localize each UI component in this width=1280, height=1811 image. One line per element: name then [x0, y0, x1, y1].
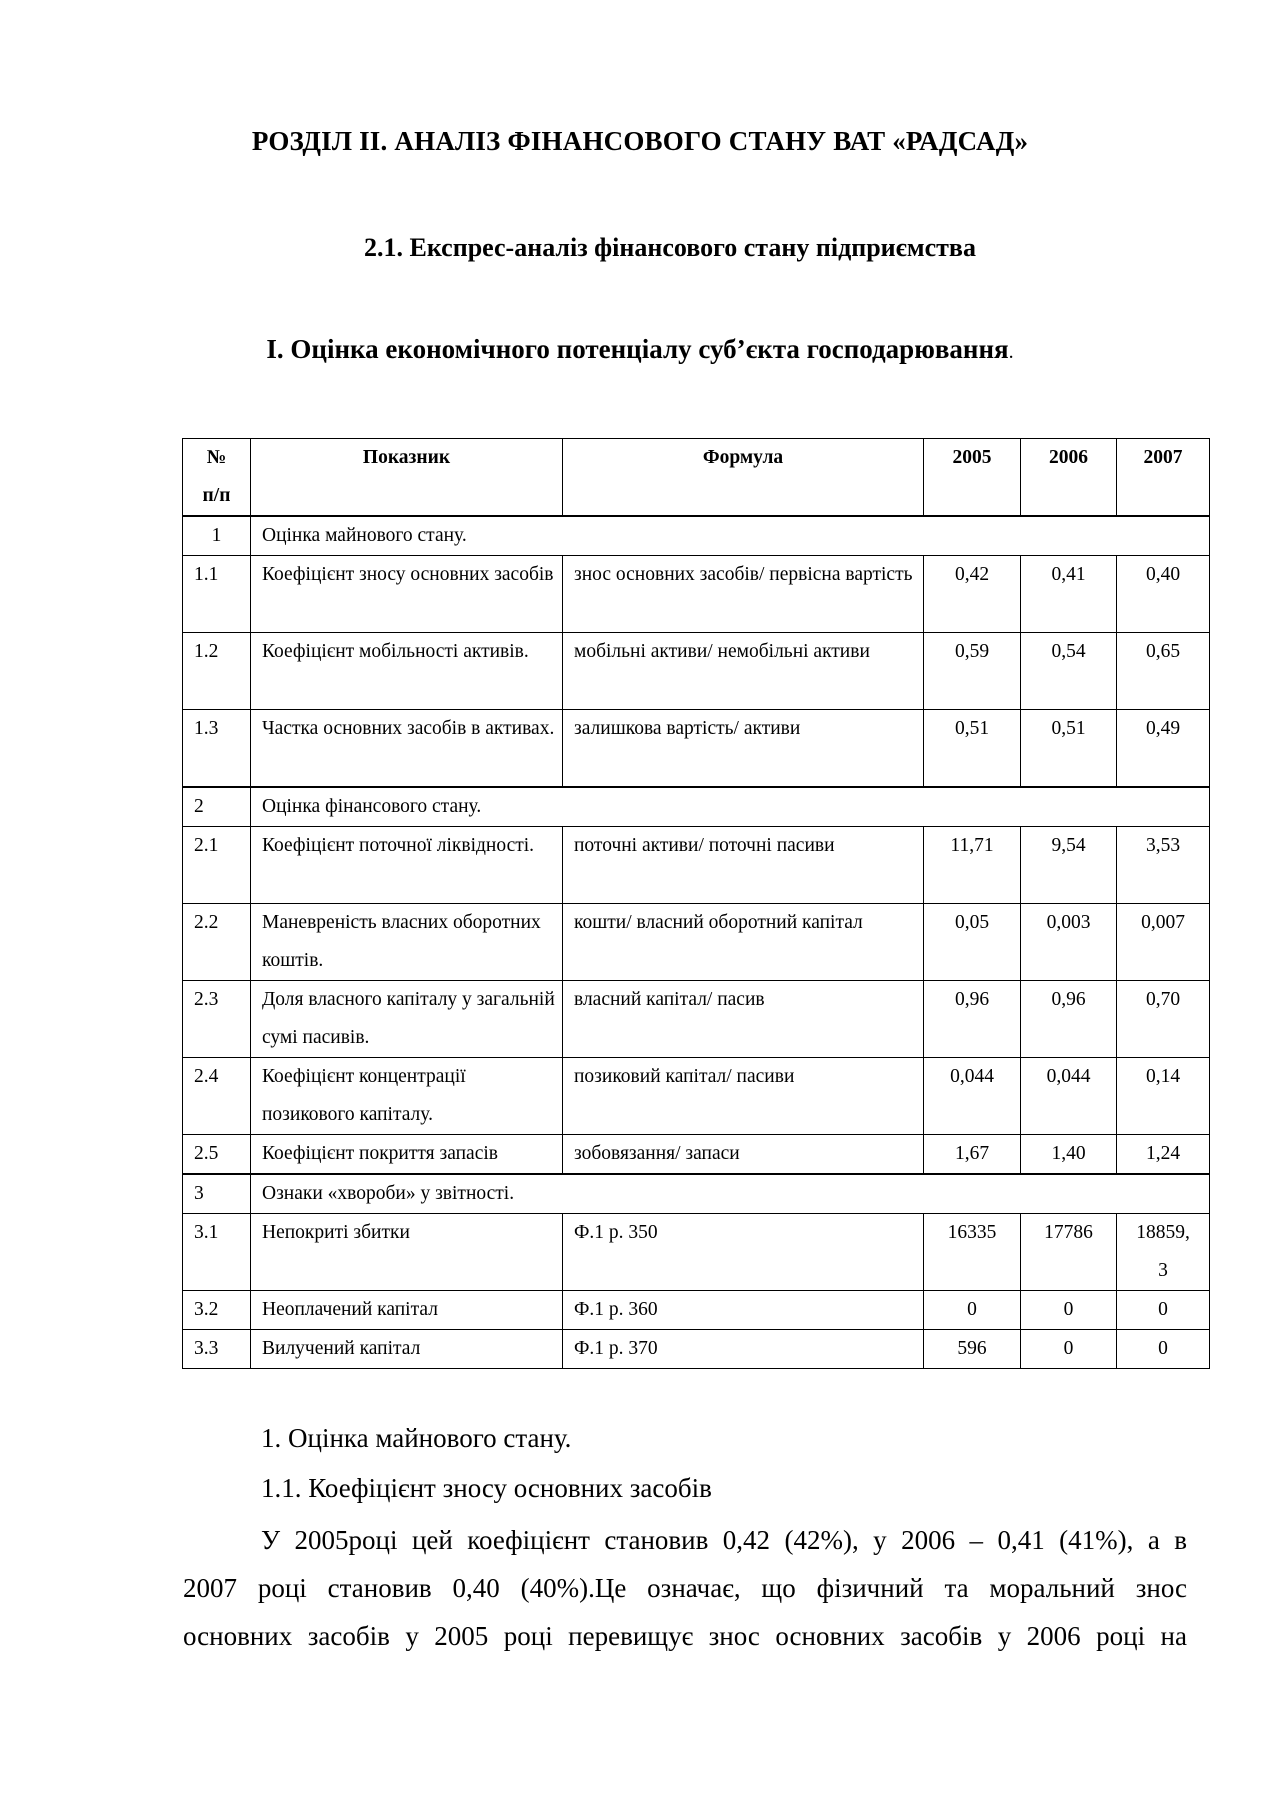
value-2007: 0,65	[1117, 633, 1210, 710]
value-2006: 0,96	[1021, 981, 1117, 1058]
indicator-cell: Маневреність власних оборотних коштів.	[251, 904, 563, 981]
row-number: 2.4	[183, 1058, 251, 1135]
indicator-cell: Коефіцієнт поточної ліквідності.	[251, 827, 563, 904]
table-row	[183, 633, 1210, 710]
formula-cell: знос основних засобів/ первісна вартість	[563, 556, 924, 633]
table-section-row	[183, 787, 1210, 827]
value-2005: 11,71	[924, 827, 1021, 904]
table-row	[183, 1135, 1210, 1175]
part-heading-period: .	[1008, 341, 1014, 363]
indicator-cell: Коефіцієнт зносу основних засобів	[251, 556, 563, 633]
value-2007: 0,70	[1117, 981, 1210, 1058]
section-title: Оцінка майнового стану.	[251, 516, 1210, 556]
value-2006: 9,54	[1021, 827, 1117, 904]
paragraph-line: основних засобів у 2005 році перевищує знос основних засобів у 2006 році на	[183, 1621, 1187, 1651]
part-heading-text: І. Оцінка економічного потенціалу суб’єкта господарювання	[266, 334, 1009, 364]
paragraph-property-assessment: 1. Оцінка майнового стану.	[261, 1423, 572, 1453]
header-2006: 2006	[1021, 439, 1117, 517]
indicator-cell: Непокриті збитки	[251, 1214, 563, 1291]
value-2006: 0,54	[1021, 633, 1117, 710]
row-number: 1	[183, 516, 251, 556]
paragraph-depreciation-heading: 1.1. Коефіцієнт зносу основних засобів	[261, 1473, 712, 1503]
paragraph-depreciation-text	[183, 1516, 1187, 1660]
paragraph-line: 2007 році становив 0,40 (40%).Це означає, що фізичний та моральний знос	[183, 1573, 1187, 1603]
value-2006: 0,51	[1021, 710, 1117, 788]
row-number: 1.1	[183, 556, 251, 633]
formula-cell: позиковий капітал/ пасиви	[563, 1058, 924, 1135]
table-section-row	[183, 1174, 1210, 1214]
table-row	[183, 904, 1210, 981]
subsection-heading: 2.1. Експрес-аналіз фінансового стану підприємства	[364, 233, 976, 262]
row-number: 3.2	[183, 1291, 251, 1330]
row-number: 2	[183, 787, 251, 827]
indicator-cell: Неоплачений капітал	[251, 1291, 563, 1330]
indicators-table	[182, 438, 1210, 1369]
formula-cell: мобільні активи/ немобільні активи	[563, 633, 924, 710]
value-2007: 0,40	[1117, 556, 1210, 633]
table-row	[183, 710, 1210, 788]
part-heading	[0, 334, 1280, 365]
value-2005: 0,59	[924, 633, 1021, 710]
row-number: 2.2	[183, 904, 251, 981]
table-row	[183, 556, 1210, 633]
indicator-cell: Коефіцієнт покриття запасів	[251, 1135, 563, 1175]
formula-cell: власний капітал/ пасив	[563, 981, 924, 1058]
table-row	[183, 1058, 1210, 1135]
header-2007: 2007	[1117, 439, 1210, 517]
row-number: 3.3	[183, 1330, 251, 1369]
value-2007: 0	[1117, 1330, 1210, 1369]
section-title: Оцінка фінансового стану.	[251, 787, 1210, 827]
value-2006: 1,40	[1021, 1135, 1117, 1175]
header-indicator: Показник	[251, 439, 563, 517]
value-2005: 1,67	[924, 1135, 1021, 1175]
value-2006: 0,003	[1021, 904, 1117, 981]
value-2007: 1,24	[1117, 1135, 1210, 1175]
formula-cell: залишкова вартість/ активи	[563, 710, 924, 788]
section-title: Ознаки «хвороби» у звітності.	[251, 1174, 1210, 1214]
row-number: 1.2	[183, 633, 251, 710]
value-2005: 0,96	[924, 981, 1021, 1058]
section-heading: РОЗДІЛ ІІ. АНАЛІЗ ФІНАНСОВОГО СТАНУ ВАТ «РАДСАД»	[251, 126, 1029, 156]
indicator-cell: Доля власного капіталу у загальній сумі пасивів.	[251, 981, 563, 1058]
value-2007: 0,007	[1117, 904, 1210, 981]
row-number: 2.1	[183, 827, 251, 904]
value-2005: 0	[924, 1291, 1021, 1330]
table-section-row	[183, 516, 1210, 556]
indicator-cell: Вилучений капітал	[251, 1330, 563, 1369]
formula-cell: Ф.1 р. 360	[563, 1291, 924, 1330]
header-number: № п/п	[183, 439, 251, 517]
formula-cell: Ф.1 р. 350	[563, 1214, 924, 1291]
value-2005: 0,044	[924, 1058, 1021, 1135]
table-row	[183, 1214, 1210, 1291]
header-2005: 2005	[924, 439, 1021, 517]
value-2006: 0	[1021, 1291, 1117, 1330]
value-2005: 0,05	[924, 904, 1021, 981]
indicator-cell: Частка основних засобів в активах.	[251, 710, 563, 788]
table-row	[183, 1330, 1210, 1369]
value-2007: 0,49	[1117, 710, 1210, 788]
table-row	[183, 981, 1210, 1058]
table-row	[183, 1291, 1210, 1330]
value-2007: 0	[1117, 1291, 1210, 1330]
value-2005: 596	[924, 1330, 1021, 1369]
value-2007: 18859, 3	[1117, 1214, 1210, 1291]
value-2005: 0,42	[924, 556, 1021, 633]
formula-cell: поточні активи/ поточні пасиви	[563, 827, 924, 904]
row-number: 1.3	[183, 710, 251, 788]
value-2006: 17786	[1021, 1214, 1117, 1291]
formula-cell: кошти/ власний оборотний капітал	[563, 904, 924, 981]
header-formula: Формула	[563, 439, 924, 517]
value-2006: 0,044	[1021, 1058, 1117, 1135]
row-number: 2.5	[183, 1135, 251, 1175]
table-header-row	[183, 439, 1210, 517]
value-2005: 0,51	[924, 710, 1021, 788]
indicator-cell: Коефіцієнт концентрації позикового капіталу.	[251, 1058, 563, 1135]
value-2007: 3,53	[1117, 827, 1210, 904]
table-row	[183, 827, 1210, 904]
formula-cell: зобовязання/ запаси	[563, 1135, 924, 1175]
formula-cell: Ф.1 р. 370	[563, 1330, 924, 1369]
paragraph-line: У 2005році цей коефіцієнт становив 0,42 (42%), у 2006 – 0,41 (41%), а в	[261, 1525, 1187, 1555]
value-2006: 0	[1021, 1330, 1117, 1369]
value-2006: 0,41	[1021, 556, 1117, 633]
value-2005: 16335	[924, 1214, 1021, 1291]
row-number: 3	[183, 1174, 251, 1214]
row-number: 2.3	[183, 981, 251, 1058]
value-2007: 0,14	[1117, 1058, 1210, 1135]
indicator-cell: Коефіцієнт мобільності активів.	[251, 633, 563, 710]
row-number: 3.1	[183, 1214, 251, 1291]
